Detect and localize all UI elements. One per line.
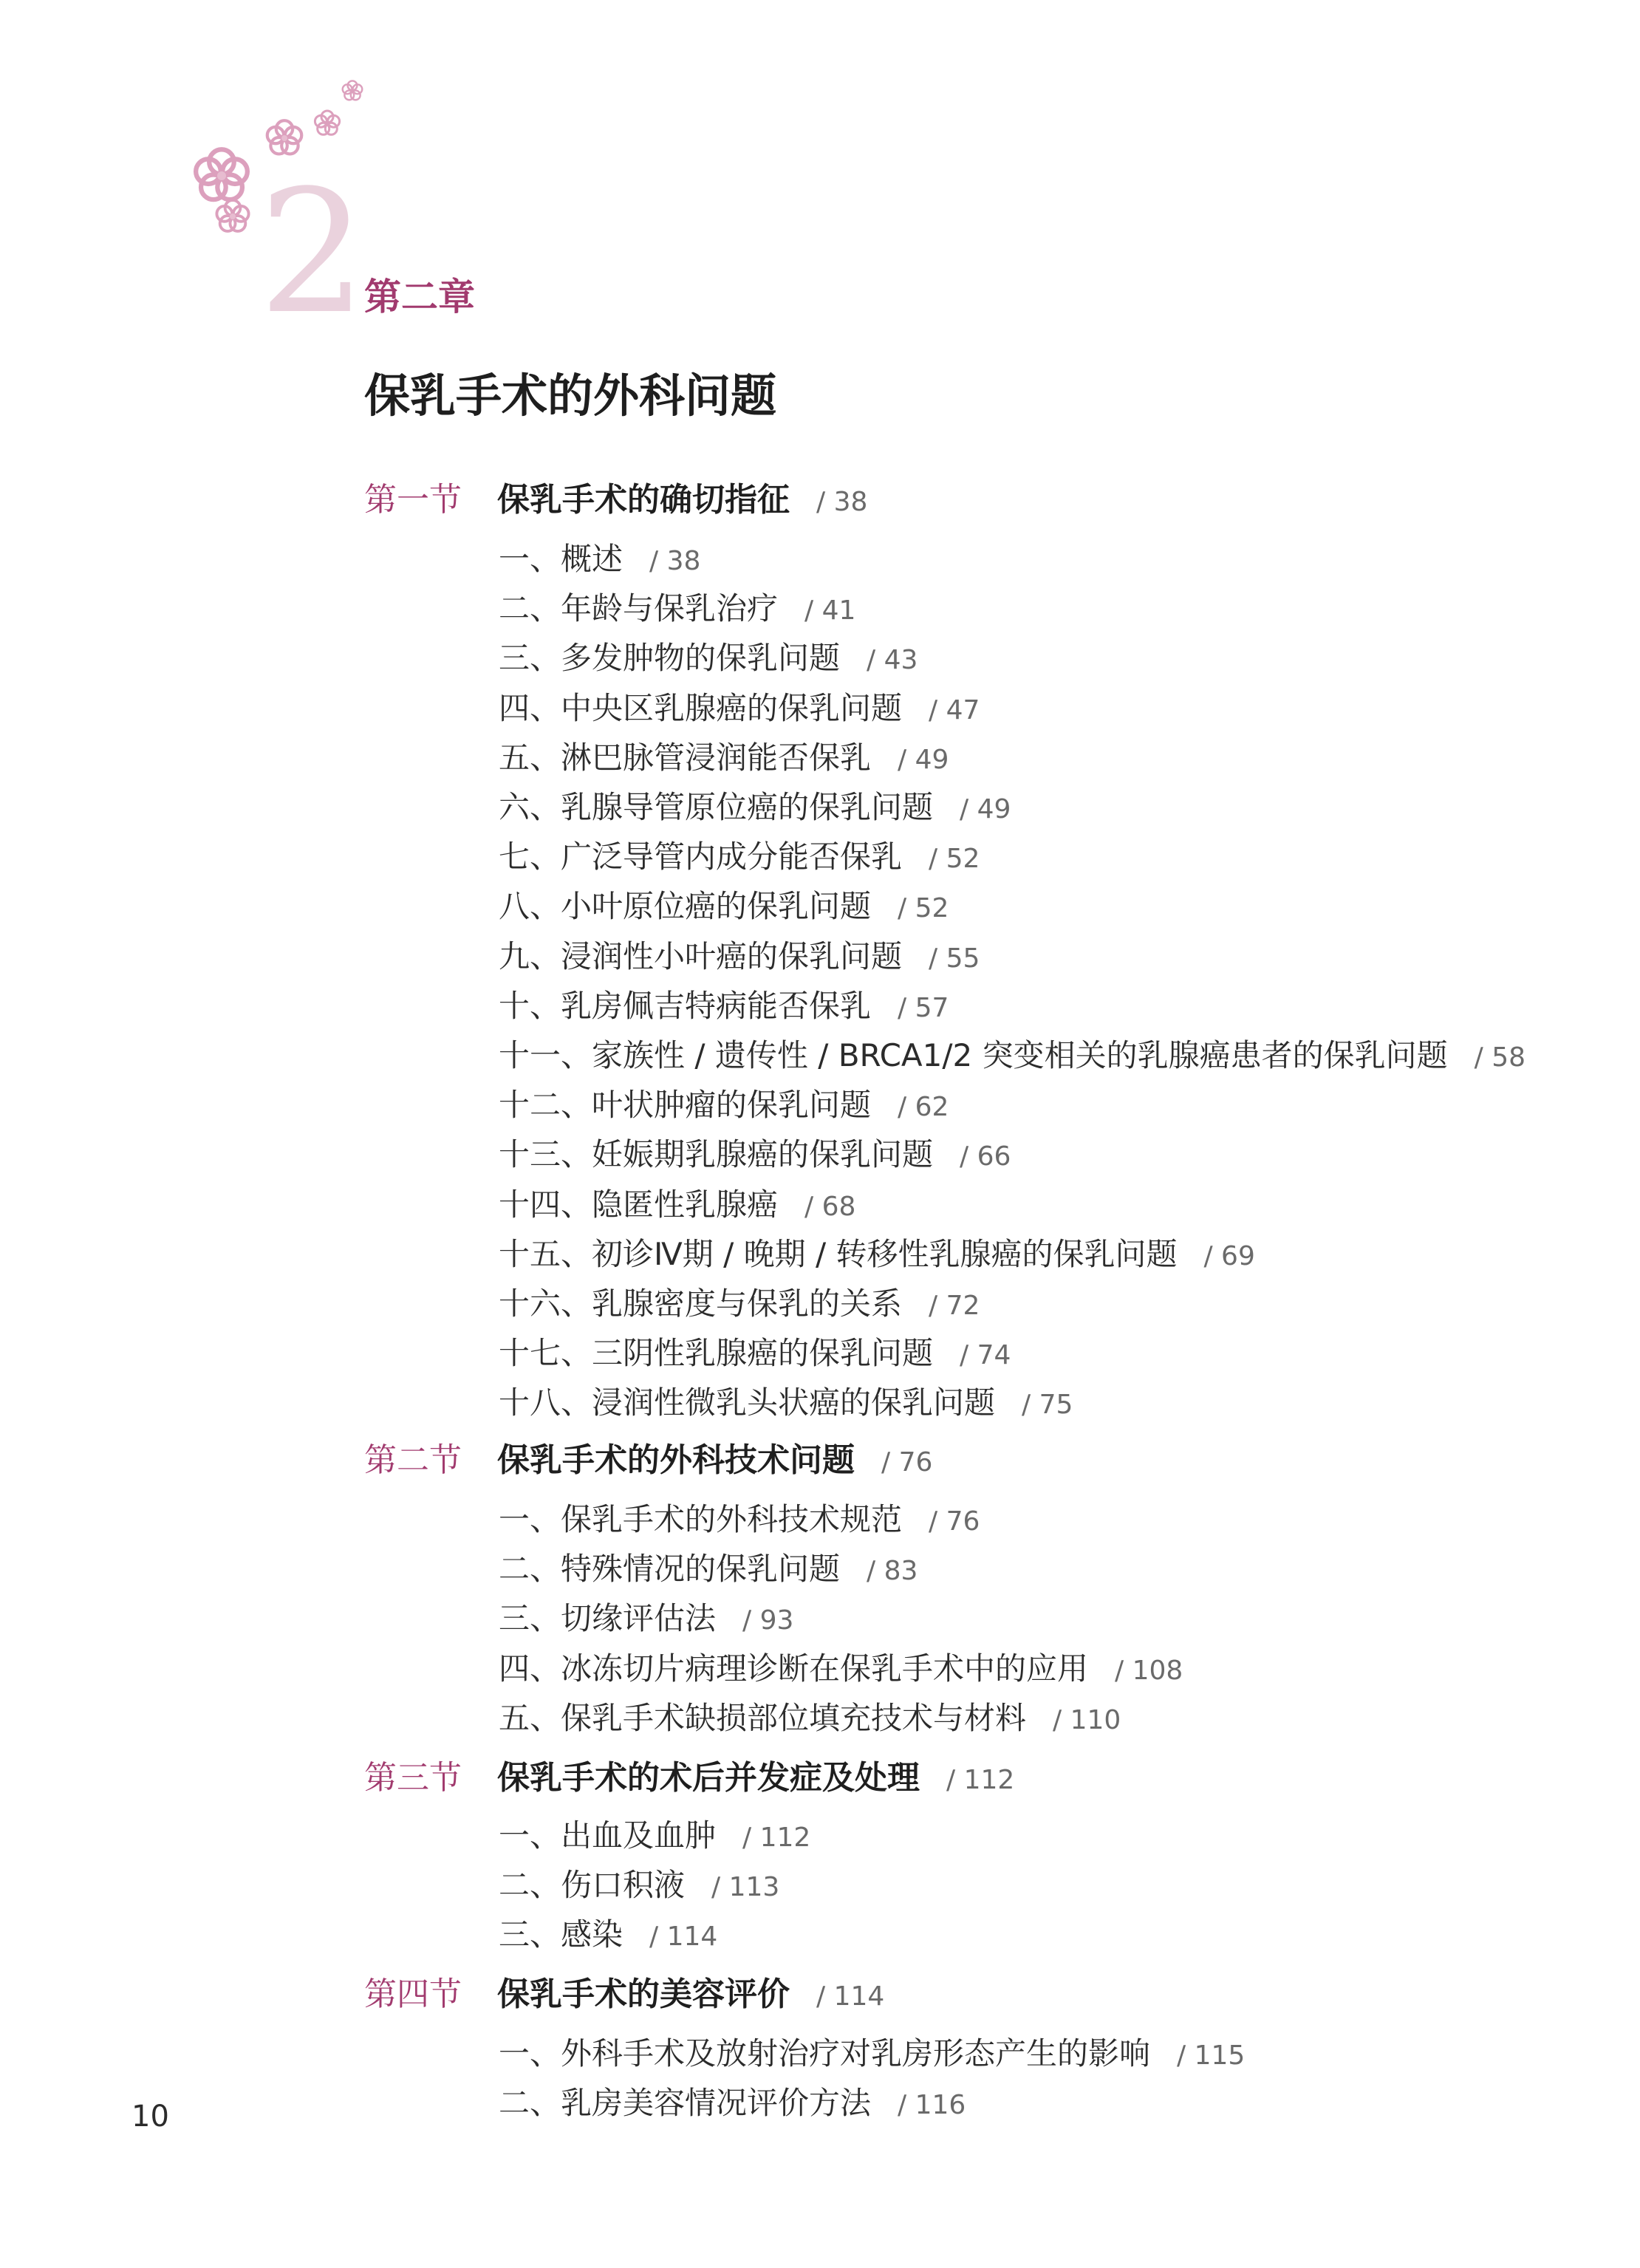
page-ref: / 62 xyxy=(898,1092,949,1123)
entry-title: 一、出血及血肿 xyxy=(499,1817,717,1854)
page-ref: / 112 xyxy=(946,1765,1015,1795)
toc-entry xyxy=(499,1913,717,1957)
toc-entry xyxy=(499,1497,980,1542)
section-title: 保乳手术的确切指征 xyxy=(497,481,790,519)
entry-title: 十四、隐匿性乳腺癌 xyxy=(499,1186,779,1223)
toc-entry xyxy=(499,1596,793,1641)
toc-entry xyxy=(499,686,980,731)
page-ref: / 43 xyxy=(867,645,918,676)
page-ref: / 114 xyxy=(649,1922,718,1953)
page-ref: / 112 xyxy=(742,1823,811,1853)
entry-title: 六、乳腺导管原位癌的保乳问题 xyxy=(499,789,934,825)
entry-title: 二、年龄与保乳治疗 xyxy=(499,590,779,627)
section-number: 第一节 xyxy=(364,481,462,519)
page-ref: / 57 xyxy=(898,992,949,1023)
toc-entry xyxy=(499,1647,1183,1691)
toc-entry xyxy=(499,1381,1073,1425)
page-ref: / 49 xyxy=(960,794,1011,824)
entry-title: 十二、叶状肿瘤的保乳问题 xyxy=(499,1087,872,1124)
toc-section xyxy=(364,1755,1014,1802)
toc-entry xyxy=(499,1034,1525,1078)
entry-title: 十、乳房佩吉特病能否保乳 xyxy=(499,987,872,1024)
toc-section xyxy=(364,1437,932,1484)
section-number: 第四节 xyxy=(364,1975,462,2013)
toc-entry xyxy=(499,2081,966,2125)
entry-title: 一、外科手术及放射治疗对乳房形态产生的影响 xyxy=(499,2035,1151,2071)
page-ref: / 74 xyxy=(960,1340,1011,1371)
toc-entry xyxy=(499,2032,1245,2076)
toc-entry xyxy=(499,984,949,1028)
toc-section xyxy=(364,1971,884,2018)
toc-entry xyxy=(499,1282,980,1326)
section-number: 第二节 xyxy=(364,1441,462,1479)
toc-entry xyxy=(499,785,1011,830)
page-ref: / 69 xyxy=(1203,1240,1255,1271)
page-number: 10 xyxy=(131,2100,169,2134)
chapter-label: 第二章 xyxy=(364,276,475,318)
page-ref: / 38 xyxy=(816,487,868,517)
page-ref: / 58 xyxy=(1474,1042,1526,1073)
entry-title: 九、浸润性小叶癌的保乳问题 xyxy=(499,937,903,974)
entry-title: 十八、浸润性微乳头状癌的保乳问题 xyxy=(499,1384,996,1421)
section-title: 保乳手术的术后并发症及处理 xyxy=(497,1759,920,1797)
toc-entry xyxy=(499,1696,1121,1741)
entry-title: 二、乳房美容情况评价方法 xyxy=(499,2085,872,2122)
entry-title: 四、冰冻切片病理诊断在保乳手术中的应用 xyxy=(499,1650,1089,1687)
entry-title: 五、保乳手术缺损部位填充技术与材料 xyxy=(499,1699,1027,1736)
page-ref: / 52 xyxy=(929,844,980,875)
cherry-blossom-icon xyxy=(343,81,363,100)
toc-section xyxy=(364,477,867,524)
toc-entry xyxy=(499,884,949,929)
page-ref: / 49 xyxy=(898,744,949,775)
page-ref: / 108 xyxy=(1115,1655,1183,1686)
entry-title: 三、切缘评估法 xyxy=(499,1600,717,1637)
toc-entry xyxy=(499,1547,918,1591)
toc-entry xyxy=(499,1083,949,1127)
entry-title: 十一、家族性 / 遗传性 / BRCA1/2 突变相关的乳腺癌患者的保乳问题 xyxy=(499,1037,1448,1073)
entry-title: 二、特殊情况的保乳问题 xyxy=(499,1551,841,1588)
entry-title: 三、感染 xyxy=(499,1916,623,1953)
entry-title: 四、中央区乳腺癌的保乳问题 xyxy=(499,689,903,726)
page-ref: / 66 xyxy=(960,1141,1011,1172)
page-ref: / 75 xyxy=(1022,1390,1073,1421)
toc-entry xyxy=(499,636,918,680)
page-ref: / 113 xyxy=(711,1872,780,1903)
page-ref: / 116 xyxy=(898,2090,966,2121)
entry-title: 七、广泛导管内成分能否保乳 xyxy=(499,838,903,875)
toc-entry xyxy=(499,1183,855,1227)
toc-entry xyxy=(499,1232,1255,1277)
entry-title: 二、伤口积液 xyxy=(499,1867,686,1904)
page-ref: / 110 xyxy=(1053,1704,1121,1735)
section-title: 保乳手术的美容评价 xyxy=(497,1975,790,2013)
toc-entry xyxy=(499,1814,810,1858)
chapter-number: 2 xyxy=(259,154,367,352)
page-ref: / 47 xyxy=(929,694,980,725)
toc-entry xyxy=(499,537,700,581)
page-ref: / 72 xyxy=(929,1291,980,1321)
cherry-blossom-icon xyxy=(315,111,339,134)
toc-entry xyxy=(499,1331,1011,1376)
section-title: 保乳手术的外科技术问题 xyxy=(497,1441,855,1479)
section-number: 第三节 xyxy=(364,1759,462,1797)
page-ref: / 38 xyxy=(649,546,701,576)
page-ref: / 52 xyxy=(898,893,949,924)
page-ref: / 41 xyxy=(804,595,856,626)
toc-entry xyxy=(499,835,980,879)
page-ref: / 76 xyxy=(929,1506,980,1537)
toc-entry xyxy=(499,935,980,979)
entry-title: 十六、乳腺密度与保乳的关系 xyxy=(499,1285,903,1322)
page-ref: / 114 xyxy=(816,1981,885,2012)
entry-title: 三、多发肿物的保乳问题 xyxy=(499,640,841,677)
toc-entry xyxy=(499,587,855,631)
chapter-title: 保乳手术的外科问题 xyxy=(364,369,777,423)
entry-title: 五、淋巴脉管浸润能否保乳 xyxy=(499,739,872,776)
entry-title: 十三、妊娠期乳腺癌的保乳问题 xyxy=(499,1136,934,1173)
page-ref: / 55 xyxy=(929,943,980,974)
entry-title: 八、小叶原位癌的保乳问题 xyxy=(499,888,872,925)
page-ref: / 83 xyxy=(867,1556,918,1587)
toc-entry xyxy=(499,1133,1011,1177)
page-ref: / 115 xyxy=(1177,2040,1246,2071)
toc-entry xyxy=(499,1863,779,1907)
entry-title: 十五、初诊Ⅳ期 / 晚期 / 转移性乳腺癌的保乳问题 xyxy=(499,1235,1178,1272)
page-ref: / 68 xyxy=(804,1191,856,1222)
page-ref: / 76 xyxy=(881,1447,933,1478)
entry-title: 一、保乳手术的外科技术规范 xyxy=(499,1501,903,1537)
entry-title: 一、概述 xyxy=(499,541,623,577)
entry-title: 十七、三阴性乳腺癌的保乳问题 xyxy=(499,1335,934,1372)
toc-entry xyxy=(499,736,949,780)
page-ref: / 93 xyxy=(742,1605,794,1636)
